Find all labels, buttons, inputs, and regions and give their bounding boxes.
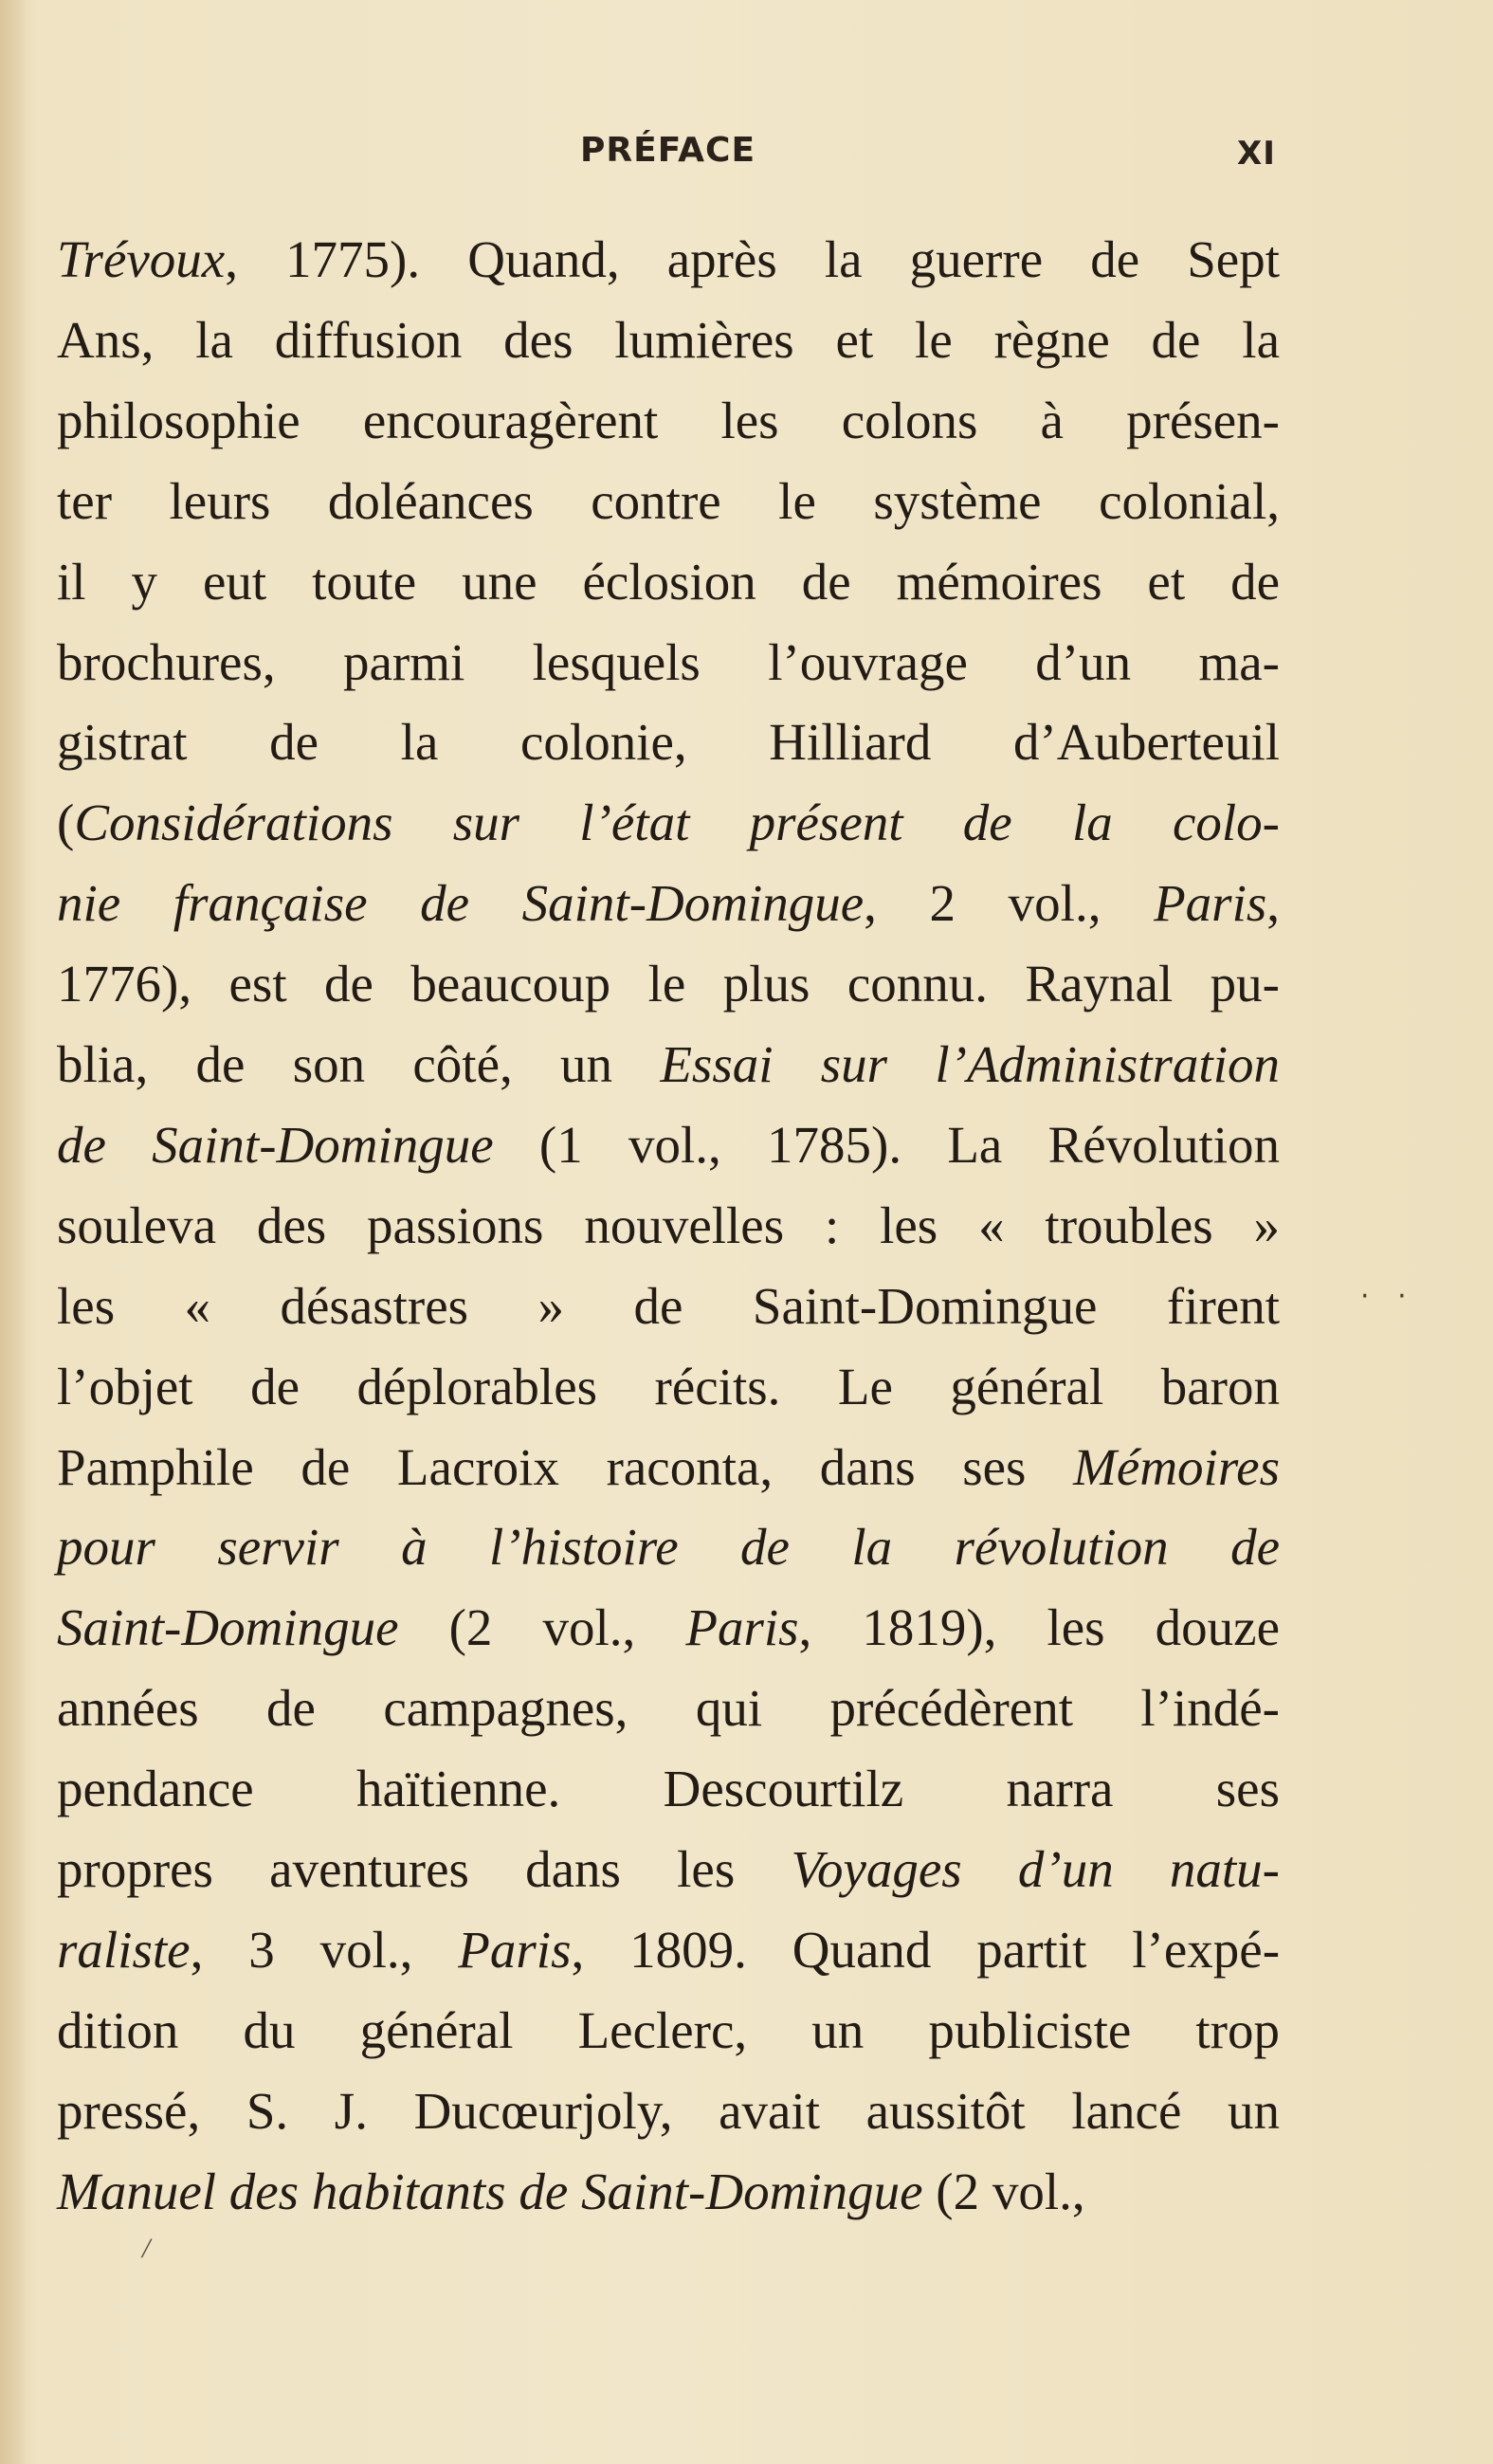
text-segment: pressé, S. J. Ducœurjoly, avait aussitôt lancé un: [57, 2082, 1280, 2140]
text-segment: l’objet de déplorables récits. Le général baron: [57, 1358, 1280, 1415]
text-line: [57, 301, 1280, 380]
text-segment: ter leurs doléances contre le système colonial,: [57, 472, 1280, 530]
italic-segment: raliste: [57, 1921, 191, 1979]
text-segment: (2 vol.,: [398, 1598, 686, 1656]
text-segment: brochures, parmi lesquels l’ouvrage d’un ma-: [57, 633, 1280, 691]
text-line: [57, 1507, 1280, 1587]
text-segment: , 1809. Quand partit l’expé-: [571, 1921, 1281, 1979]
italic-segment: Saint-Domingue: [57, 1598, 399, 1656]
italic-segment: Mémoires: [1073, 1438, 1280, 1496]
text-line: [57, 1186, 1280, 1266]
text-segment: , 1819), les douze: [798, 1598, 1280, 1656]
italic-segment: Paris: [458, 1921, 572, 1979]
text-line: [57, 623, 1280, 703]
margin-dots: · ·: [1360, 1280, 1416, 1313]
text-segment: philosophie encouragèrent les colons à présen-: [57, 392, 1280, 449]
text-line: [57, 220, 1280, 300]
text-segment: (: [57, 794, 75, 851]
text-segment: , 2 vol.,: [864, 874, 1155, 932]
text-line: [57, 1105, 1280, 1185]
italic-segment: Trévoux: [57, 230, 226, 288]
text-line: [57, 1749, 1280, 1829]
italic-segment: Essai sur l’Administration: [660, 1035, 1280, 1093]
text-line: [57, 1588, 1280, 1668]
text-line: [57, 1267, 1280, 1346]
text-segment: (2 vol.,: [922, 2163, 1085, 2220]
text-line: [57, 864, 1280, 943]
italic-segment: pour servir à l’histoire de la révolution de: [57, 1518, 1280, 1576]
italic-segment: Voyages d’un natu-: [791, 1840, 1280, 1898]
text-line: [57, 944, 1280, 1024]
italic-segment: nie française de Saint-Domingue: [57, 874, 865, 932]
text-line: [57, 1025, 1280, 1104]
text-segment: il y eut toute une éclosion de mémoires et de: [57, 553, 1280, 611]
text-segment: propres aventures dans les: [57, 1840, 792, 1898]
text-segment: ,: [1266, 874, 1280, 932]
text-segment: blia, de son côté, un: [57, 1035, 661, 1093]
text-segment: gistrat de la colonie, Hilliard d’Auberteuil: [57, 713, 1280, 771]
text-segment: années de campagnes, qui précédèrent l’indé-: [57, 1679, 1280, 1737]
text-segment: 1776), est de beaucoup le plus connu. Raynal pu-: [57, 955, 1280, 1013]
text-segment: souleva des passions nouvelles : les « troubles »: [57, 1196, 1280, 1254]
text-line: [57, 381, 1280, 461]
text-line: [57, 703, 1280, 782]
running-title: PRÉFACE: [580, 131, 756, 170]
text-line: [57, 783, 1280, 863]
text-line: [57, 542, 1280, 622]
text-line: [57, 1669, 1280, 1748]
page-header: [0, 131, 1493, 173]
text-line: [57, 462, 1280, 541]
text-segment: Ans, la diffusion des lumières et le règne de la: [57, 311, 1280, 369]
italic-segment: Considérations sur l’état présent de la colo-: [74, 794, 1280, 851]
text-segment: , 1775). Quand, après la guerre de Sept: [225, 230, 1280, 288]
text-segment: les « désastres » de Saint-Domingue firent: [57, 1277, 1280, 1335]
text-segment: (1 vol., 1785). La Révolution: [493, 1116, 1281, 1174]
italic-segment: Paris: [685, 1598, 799, 1656]
text-segment: , 3 vol.,: [190, 1921, 459, 1979]
text-line: [57, 1428, 1280, 1507]
stray-mark: /: [142, 2233, 151, 2264]
text-line: [57, 2152, 1280, 2232]
text-line: [57, 1347, 1280, 1427]
page-number: XI: [1237, 135, 1276, 173]
text-line: [57, 1991, 1280, 2071]
text-line: [57, 1830, 1280, 1909]
italic-segment: de Saint-Domingue: [57, 1116, 494, 1174]
text-segment: dition du général Leclerc, un publiciste trop: [57, 2001, 1280, 2059]
italic-segment: Manuel des habitants de Saint-Domingue: [57, 2163, 923, 2220]
text-segment: pendance haïtienne. Descourtilz narra ses: [57, 1760, 1280, 1817]
text-line: [57, 1910, 1280, 1990]
text-segment: Pamphile de Lacroix raconta, dans ses: [57, 1438, 1074, 1496]
italic-segment: Paris: [1154, 874, 1267, 932]
text-line: [57, 2072, 1280, 2151]
gutter-shadow: [0, 0, 27, 2464]
